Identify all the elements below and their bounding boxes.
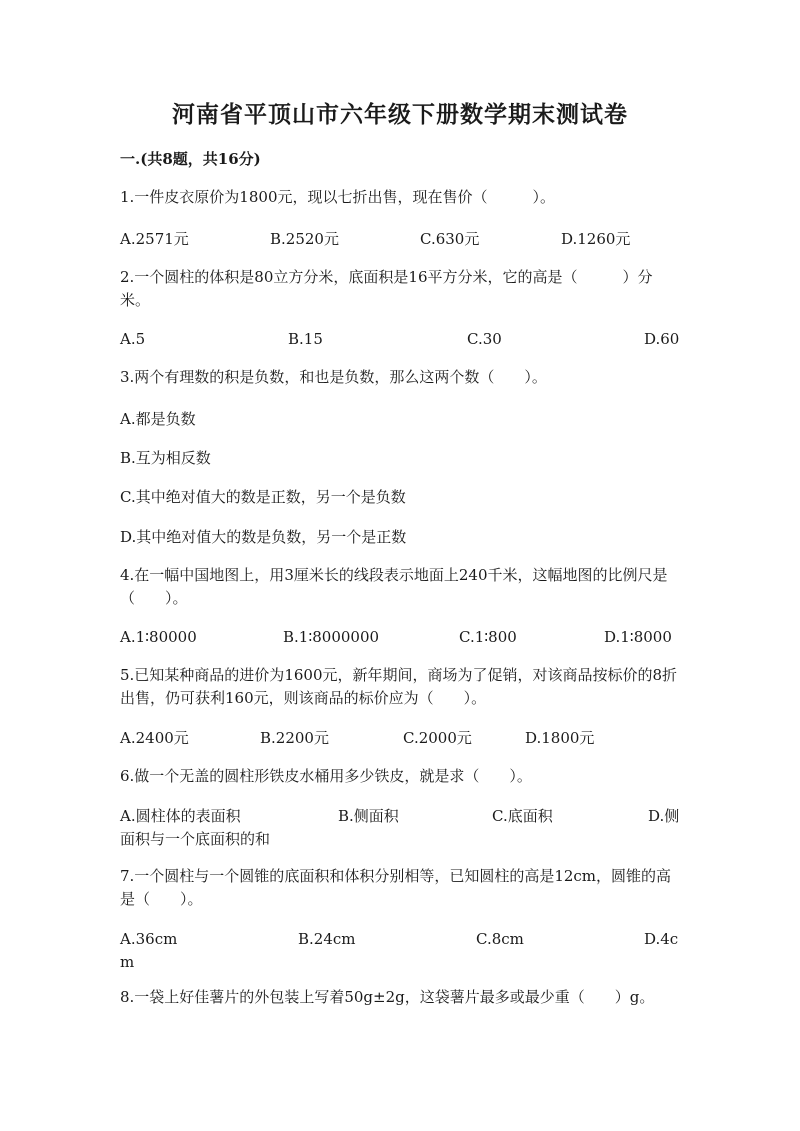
option-d[interactable]: D.其中绝对值大的数是负数，另一个是正数 [120,528,407,546]
option-a[interactable]: A.5 [120,330,146,348]
option-b[interactable]: B.2200元 [260,729,329,747]
option-a[interactable]: A.圆柱体的表面积 [120,807,241,825]
option-d[interactable]: D.侧面积与一个底面积的和 [120,807,680,848]
option-b[interactable]: B.15 [288,330,323,348]
option-b[interactable]: B.24cm [298,930,356,948]
option-d[interactable]: D.1800元 [525,729,595,747]
question-7-stem: 7.一个圆柱与一个圆锥的底面积和体积分别相等，已知圆柱的高是12cm，圆锥的高是（ ）。 [120,867,672,908]
option-a[interactable]: A.36cm [120,930,178,948]
question-4-stem: 4.在一幅中国地图上，用3厘米长的线段表示地面上240千米，这幅地图的比例尺是（ ）。 [120,566,668,607]
option-b[interactable]: B.互为相反数 [120,449,211,467]
option-d[interactable]: D.60 [644,330,680,348]
option-a[interactable]: A.2571元 [120,230,189,248]
option-b[interactable]: B.1∶8000000 [283,628,380,646]
page-title: 河南省平顶山市六年级下册数学期末测试卷 [172,101,628,128]
question-6-stem: 6.做一个无盖的圆柱形铁皮水桶用多少铁皮，就是求（ ）。 [120,767,532,785]
option-a[interactable]: A.都是负数 [120,410,196,428]
question-2-stem: 2.一个圆柱的体积是80立方分米，底面积是16平方分米，它的高是（ ）分米。 [120,268,653,309]
option-b[interactable]: B.2520元 [270,230,339,248]
option-c[interactable]: C.底面积 [492,807,553,825]
option-c[interactable]: C.1∶800 [459,628,517,646]
option-b[interactable]: B.侧面积 [338,807,399,825]
option-c[interactable]: C.630元 [420,230,480,248]
option-c[interactable]: C.30 [467,330,502,348]
option-d[interactable]: D.1260元 [561,230,631,248]
option-a[interactable]: A.1∶80000 [120,628,197,646]
option-c[interactable]: C.8cm [476,930,524,948]
option-d[interactable]: D.4cm [120,930,679,971]
question-8-stem: 8.一袋上好佳薯片的外包装上写着50g±2g，这袋薯片最多或最少重（ ）g。 [120,988,655,1006]
option-c[interactable]: C.2000元 [403,729,472,747]
question-1-stem: 1.一件皮衣原价为1800元，现以七折出售，现在售价（ ）。 [120,188,555,206]
option-d[interactable]: D.1∶8000 [604,628,672,646]
question-3-stem: 3.两个有理数的积是负数，和也是负数，那么这两个数（ ）。 [120,368,547,386]
option-c[interactable]: C.其中绝对值大的数是正数，另一个是负数 [120,488,406,506]
option-a[interactable]: A.2400元 [120,729,189,747]
section-heading: 一.(共8题，共16分) [120,150,261,168]
question-5-stem: 5.已知某种商品的进价为1600元，新年期间，商场为了促销，对该商品按标价的8折出售，仍可获利160元，则该商品的标价应为（ ）。 [120,666,678,707]
